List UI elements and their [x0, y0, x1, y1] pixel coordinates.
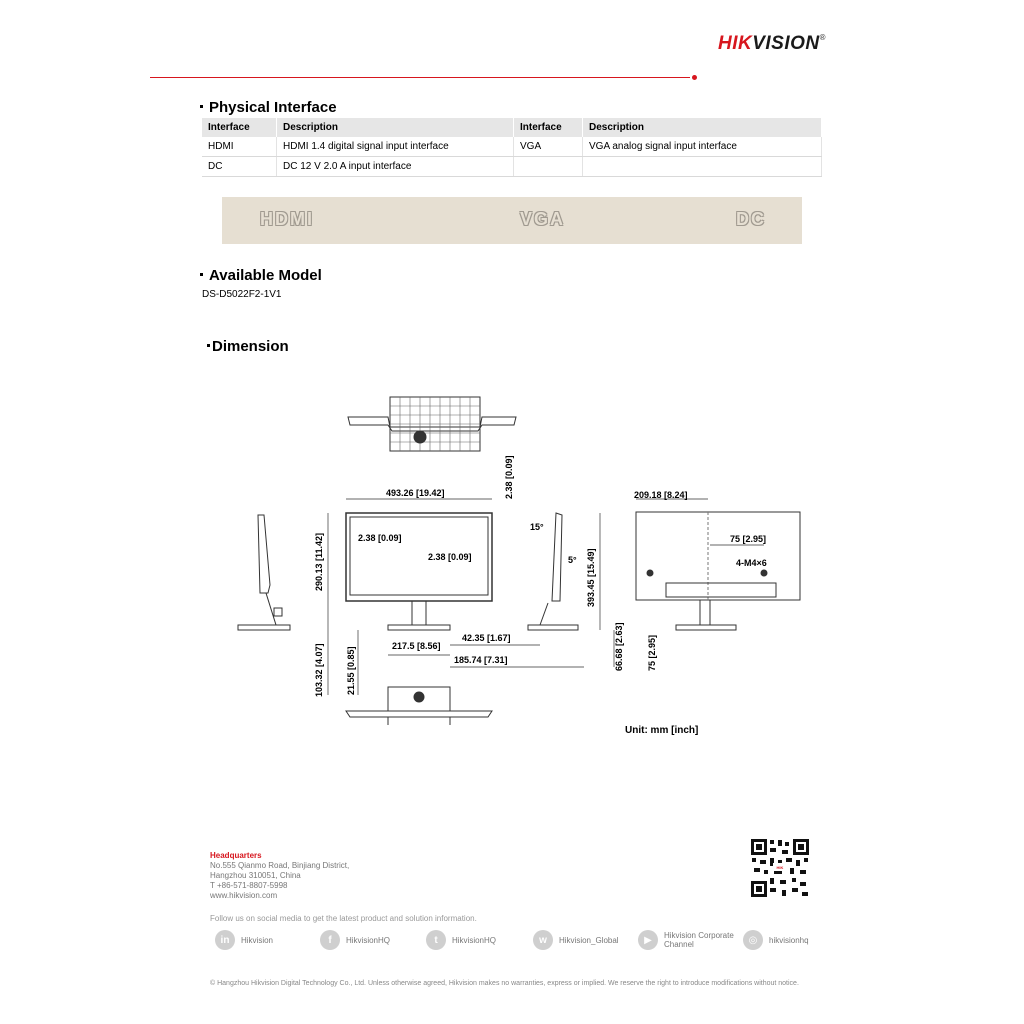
- dc-port-label: DC: [736, 209, 766, 229]
- twitter-icon: t: [426, 930, 446, 950]
- interface-table: [202, 118, 822, 177]
- social-youtube[interactable]: ▶ Hikvision Corporate Channel: [638, 929, 734, 951]
- dim-base-thickness: 21.55 [0.85]: [346, 646, 356, 695]
- unit-label: Unit: mm [inch]: [625, 725, 699, 736]
- social-wechat[interactable]: w Hikvision_Global: [533, 929, 619, 951]
- vga-port-label: VGA: [520, 209, 566, 229]
- dim-base-depth: 185.74 [7.31]: [454, 655, 508, 665]
- section-title-dimension: Dimension: [207, 338, 289, 355]
- ports-banner: [222, 197, 802, 244]
- section-title-physical-interface: Physical Interface: [200, 99, 337, 116]
- model-number: DS-D5022F2-1V1: [202, 289, 282, 300]
- header-divider-dot: [692, 75, 697, 80]
- dimension-drawing: [230, 395, 820, 725]
- social-linkedin[interactable]: in Hikvision: [215, 929, 273, 951]
- table-cell: [583, 157, 822, 177]
- qr-code: [750, 838, 810, 898]
- dim-base-offset: 42.35 [1.67]: [462, 633, 511, 643]
- hikvision-logo: HIKVISION®: [718, 33, 827, 54]
- table-cell: HDMI 1.4 digital signal input interface: [277, 137, 514, 157]
- table-cell: VGA analog signal input interface: [583, 137, 822, 157]
- hq-title: Headquarters: [210, 851, 262, 860]
- dim-screen-height: 290.13 [11.42]: [314, 532, 324, 591]
- hq-address-line: Hangzhou 310051, China: [210, 871, 301, 880]
- table-cell: HDMI: [202, 137, 277, 157]
- hq-address-line: No.555 Qianmo Road, Binjiang District,: [210, 861, 350, 870]
- dim-tilt-back: 15°: [530, 522, 544, 532]
- table-cell: DC: [202, 157, 277, 177]
- table-header: Interface: [202, 118, 277, 137]
- table-cell: VGA: [514, 137, 583, 157]
- dim-screws: 4-M4×6: [736, 558, 767, 568]
- table-header: Description: [277, 118, 514, 137]
- social-instagram[interactable]: ◎ hikvisionhq: [743, 929, 809, 951]
- hq-phone: T +86-571-8807-5998: [210, 881, 288, 890]
- table-header: Description: [583, 118, 822, 137]
- dim-base-width: 217.5 [8.56]: [392, 641, 441, 651]
- table-row: [202, 137, 822, 157]
- table-cell: DC 12 V 2.0 A input interface: [277, 157, 514, 177]
- section-title-available-model: Available Model: [200, 267, 322, 284]
- social-twitter[interactable]: t HikvisionHQ: [426, 929, 496, 951]
- bottom-view: [346, 687, 492, 725]
- wechat-icon: w: [533, 930, 553, 950]
- front-view: [346, 513, 492, 630]
- dim-stand-height: 66.68 [2.63]: [614, 622, 624, 671]
- facebook-icon: f: [320, 930, 340, 950]
- rear-view: [636, 512, 800, 630]
- table-row: [202, 157, 822, 177]
- left-side-view: [238, 515, 290, 630]
- youtube-icon: ▶: [638, 930, 658, 950]
- dim-tilt-front: 5°: [568, 555, 577, 565]
- table-header-row: [202, 118, 822, 137]
- linkedin-icon: in: [215, 930, 235, 950]
- dim-bottom-height: 103.32 [4.07]: [314, 643, 324, 697]
- table-header: Interface: [514, 118, 583, 137]
- hq-website[interactable]: www.hikvision.com: [210, 891, 278, 900]
- copyright-notice: © Hangzhou Hikvision Digital Technology Co., Ltd. Unless otherwise agreed, Hikvision makes no warranties, express or implied. We reserve the right to introduce modifications without notice.: [210, 980, 799, 987]
- top-view: [348, 397, 516, 451]
- social-facebook[interactable]: f HikvisionHQ: [320, 929, 390, 951]
- table-cell: [514, 157, 583, 177]
- header-divider: [150, 77, 690, 78]
- dim-total-height: 393.45 [15.49]: [586, 548, 596, 607]
- follow-text: Follow us on social media to get the latest product and solution information.: [210, 914, 477, 923]
- dim-width: 493.26 [19.42]: [386, 488, 445, 498]
- dim-left-bezel: 2.38 [0.09]: [358, 533, 402, 543]
- hdmi-port-label: HDMI: [260, 209, 314, 229]
- instagram-icon: ◎: [743, 930, 763, 950]
- svg-text:HIK: HIK: [776, 865, 784, 870]
- dim-vesa-offset: 209.18 [8.24]: [634, 490, 688, 500]
- dim-top-gap: 2.38 [0.09]: [504, 455, 514, 499]
- dim-vesa-vertical: 75 [2.95]: [647, 634, 657, 671]
- dim-right-bezel: 2.38 [0.09]: [428, 552, 472, 562]
- dim-vesa-spacing: 75 [2.95]: [730, 534, 767, 544]
